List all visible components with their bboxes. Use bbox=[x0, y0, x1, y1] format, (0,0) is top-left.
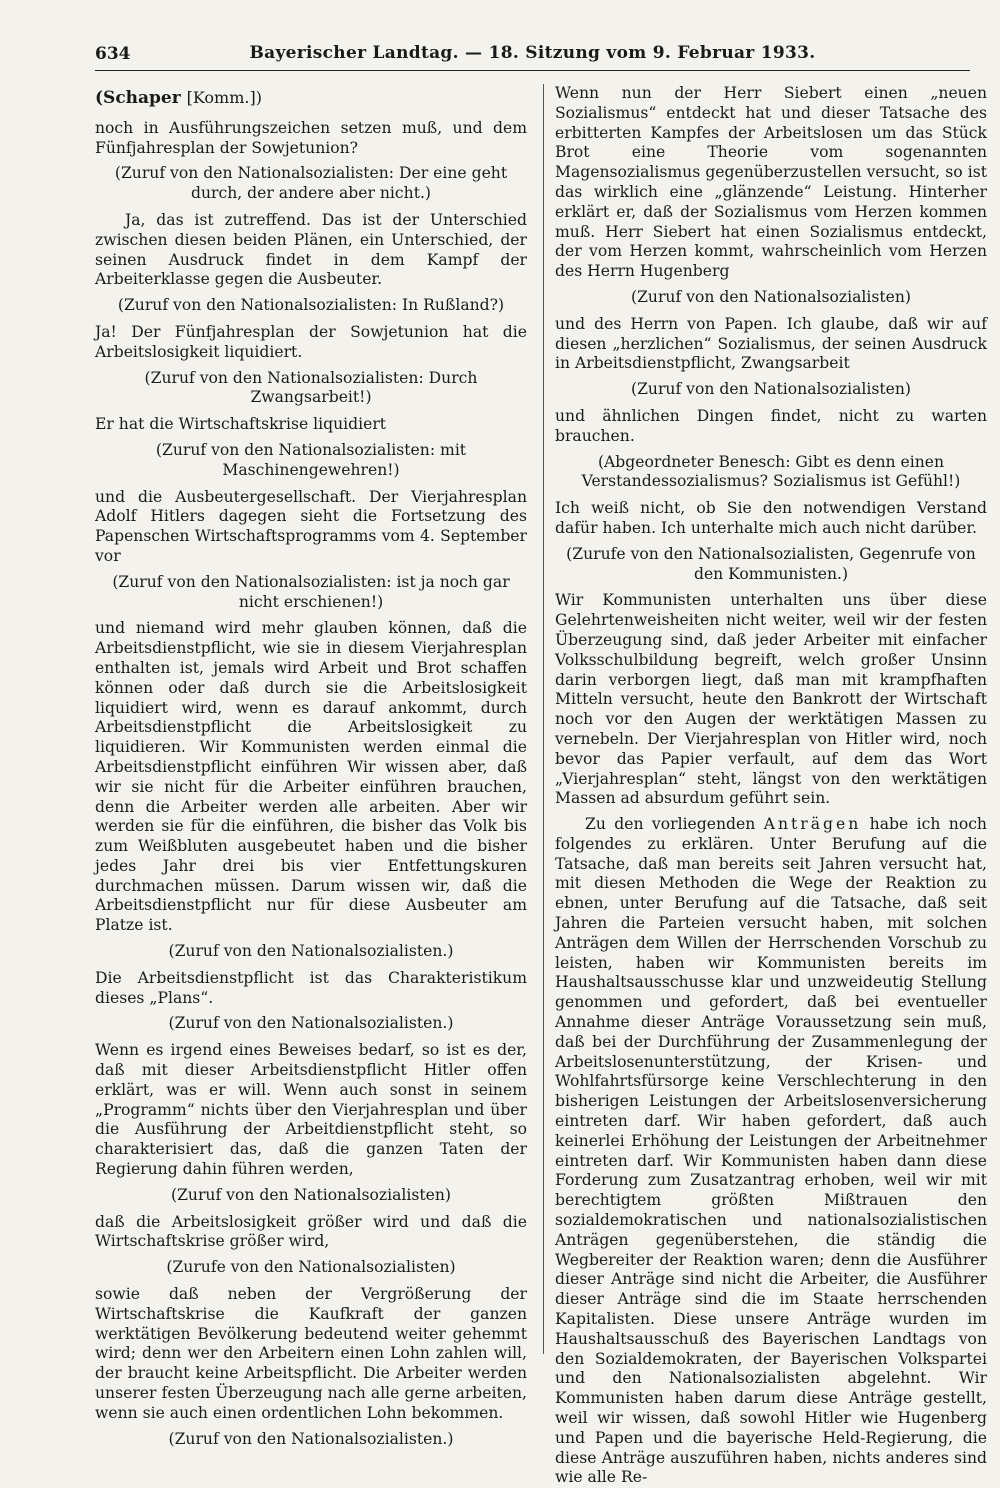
interjection: (Zuruf von den Nationalsozialisten: Der eine geht durch, der andere aber nicht.) bbox=[114, 164, 508, 203]
paragraph bbox=[555, 815, 987, 1488]
page-number: 634 bbox=[95, 44, 131, 64]
page-header bbox=[95, 40, 970, 71]
paragraph: Ja, das ist zutreffend. Das ist der Unterschied zwischen diesen beiden Plänen, ein Unterschied, der seinen Ausdruck findet in dem Kampf der Arbeiterklasse gegen die Ausbeuter. bbox=[95, 210, 527, 289]
speaker-label bbox=[95, 88, 527, 109]
paragraph-body: habe ich noch folgendes zu erklären. Unter Berufung auf die Tatsache, daß man bereits seit Jahren versucht hat, mit diesen Methoden die Wege der Reaktion zu ebnen, unter Berufung auf die Tatsache, daß seit Jahren die Parteien versucht haben, mit solchen Anträgen dem Willen der Herrschenden Vorschub zu leisten, haben wir Kommunisten bereits im Haushaltsausschusse klar und unzweideutig Stellung genommen und gefordert, daß bei eventueller Annahme dieser Anträge Voraussetzung sein muß, daß bei der Durchführung der Zusammenlegung der Arbeitslosenunterstützung, der Krisen- und Wohlfahrtsfürsorge keine Verschlechterung in den bisherigen Leistungen der Arbeitslosenversicherung eintreten darf. Wir haben gefordert, daß auch keinerlei Erhöhung der Leistungen der Arbeitnehmer eintreten darf. Wir Kommunisten haben dann diese Forderung zum Zusatzantrag erhoben, weil wir mit berechtigtem größten Mißtrauen den sozialdemokratischen und nationalsozialistischen Anträgen gegenüberstehen, die ständig die Wegbereiter der Reaktion waren; denn die Ausführer dieser Anträge sind nicht die Arbeiter, die Ausführer dieser Anträge sind die im Staate herrschenden Kapitalisten. Diese unsere Anträge wurden im Haushaltsausschuß des Bayerischen Landtags von den Sozialdemokraten, der Bayerischen Volkspartei und den Nationalsozialisten abgelehnt. Wir Kommunisten haben darum diese Anträge gestellt, weil wir wissen, daß sowohl Hitler wie Hugenberg und Papen und die bayerische Held-Regierung, die diese Anträge auszuführen haben, nichts anderes sind wie alle Re- bbox=[555, 815, 987, 1487]
paragraph: Ich weiß nicht, ob Sie den notwendigen Verstand dafür haben. Ich unterhalte mich auch nicht darüber. bbox=[555, 499, 987, 537]
interjection: (Zuruf von den Nationalsozialisten.) bbox=[168, 1014, 454, 1033]
paragraph: Die Arbeitsdienstpflicht ist das Charakteristikum dieses „Plans“. bbox=[95, 968, 527, 1007]
paragraph: daß die Arbeitslosigkeit größer wird und daß die Wirtschaftskrise größer wird, bbox=[95, 1212, 527, 1251]
paragraph: und des Herrn von Papen. Ich glaube, daß wir auf diesen „herzlichen“ Sozialismus, der seinen Ausdruck in Arbeitsdienstpflicht, Zwangsarbeit bbox=[555, 314, 987, 373]
speaker-party: [Komm.]) bbox=[186, 88, 262, 107]
emphasized-word: Anträgen bbox=[763, 815, 862, 834]
interjection: (Zuruf von den Nationalsozialisten.) bbox=[168, 1429, 454, 1448]
right-column bbox=[555, 84, 987, 1487]
interjection: (Zuruf von den Nationalsozialisten) bbox=[631, 380, 911, 399]
paragraph: Wenn nun der Herr Siebert einen „neuen Sozialismus“ entdeckt hat und dieser Tatsache des erbitterten Kampfes der Arbeitslosen um das Stück Brot eine Theorie vom sogenannten Magensozialismus gegenüberzustellen versucht, so ist das wirklich eine „glänzende“ Leistung. Hinterher erklärt er, daß der Sozialismus vom Herzen kommen muß. Herr Siebert hat einen Sozialismus entdeckt, der vom Herzen kommt, wahrscheinlich vom Herzen des Herrn Hugenberg bbox=[555, 84, 987, 281]
paragraph: Wir Kommunisten unterhalten uns über diese Gelehrtenweisheiten nicht weiter, weil wir der festen Überzeugung sind, daß jeder Arbeiter mit einfacher Volksschulbildung begreift, welch großer Unsinn darin verborgen liegt, daß man mit krampfhaften Mitteln versucht, heute den Bankrott der Wirtschaft noch vor den Augen der werktätigen Massen zu vernebeln. Der Vierjahresplan von Hitler wird, noch bevor das Papier verfault, auf dem das Wort „Vierjahresplan“ steht, längst von den werktätigen Massen ad absurdum geführt sein. bbox=[555, 591, 987, 808]
interjection: (Zuruf von den Nationalsozialisten) bbox=[631, 287, 911, 306]
left-column bbox=[95, 84, 527, 1448]
interjection: (Zuruf von den Nationalsozialisten) bbox=[171, 1185, 451, 1204]
paragraph: und die Ausbeutergesellschaft. Der Vierjahresplan Adolf Hitlers dagegen sieht die Fortsetzung des Papenschen Wirtschaftsprogramms vom 4. September vor bbox=[95, 487, 527, 565]
paragraph: Ja! Der Fünfjahresplan der Sowjetunion hat die Arbeitslosigkeit liquidiert. bbox=[95, 322, 527, 361]
paragraph: und niemand wird mehr glauben können, daß die Arbeitsdienstpflicht, wie sie in diesem Vierjahresplan enthalten ist, jemals wird Arbeit und Brot schaffen können oder daß durch sie die Arbeitslosigkeit liquidiert wird, wenn es darauf ankommt, durch Arbeitsdienstpflicht die Arbeitslosigkeit zu liquidieren. Wir Kommunisten werden einmal die Arbeitsdienstpflicht einführen Wir wissen aber, daß wir sie nicht für die Arbeiter einführen brauchen, denn die Arbeiter werden alle arbeiten. Aber wir werden sie für die einführen, die bisher das Volk bis zum Weißbluten ausgebeutet haben und die bisher jedes Jahr drei bis vier Entfettungskuren durchmachen müssen. Darum wissen wir, daß die Arbeitsdienstpflicht nur für diese Ausbeuter am Platze ist. bbox=[95, 619, 527, 935]
interjection: (Zuruf von den Nationalsozialisten.) bbox=[168, 942, 454, 961]
interjection: (Zuruf von den Nationalsozialisten: mit Maschinengewehren!) bbox=[155, 440, 467, 479]
paragraph: sowie daß neben der Vergrößerung der Wirtschaftskrise die Kaufkraft der ganzen werktätigen Bevölkerung bedeutend weiter gehemmt wird; denn wer den Arbeitern einen Lohn zahlen will, der braucht keine Arbeitspflicht. Die Arbeiter werden unserer festen Überzeugung nach alle gerne arbeiten, wenn sie auch einen ordentlichen Lohn bekommen. bbox=[95, 1285, 527, 1422]
paragraph: noch in Ausführungszeichen setzen muß, und dem Fünfjahresplan der Sowjetunion? bbox=[95, 118, 527, 157]
interjection: (Zurufe von den Nationalsozialisten, Gegenrufe von den Kommunisten.) bbox=[566, 544, 976, 583]
interjection: (Zuruf von den Nationalsozialisten: Durch Zwangsarbeit!) bbox=[144, 368, 478, 407]
paragraph: Wenn es irgend eines Beweises bedarf, so ist es der, daß mit dieser Arbeitsdienstpflicht Hitler offen erklärt, was er will. Wenn auch sonst in seinem „Programm“ nichts über den Vierjahresplan und über die Ausführung der Arbeitdienstpflicht steht, so charakterisiert das, daß die ganzen Taten der Regierung dahin führen werden, bbox=[95, 1041, 527, 1179]
column-divider bbox=[543, 84, 544, 1354]
interjection: (Zuruf von den Nationalsozialisten: In Rußland?) bbox=[117, 296, 505, 315]
interjection: (Zurufe von den Nationalsozialisten) bbox=[166, 1258, 456, 1277]
paragraph-lead: Zu den vorliegenden bbox=[585, 815, 764, 834]
interjection: (Zuruf von den Nationalsozialisten: ist ja noch gar nicht erschienen!) bbox=[112, 572, 510, 611]
speaker-name: (Schaper bbox=[95, 88, 181, 108]
paragraph: Er hat die Wirtschaftskrise liquidiert bbox=[95, 415, 387, 434]
interjection: (Abgeordneter Benesch: Gibt es denn einen Verstandessozialismus? Sozialismus ist Gefühl!) bbox=[581, 452, 961, 491]
running-head: Bayerischer Landtag. — 18. Sitzung vom 9. Februar 1933. bbox=[249, 43, 816, 63]
paragraph: und ähnlichen Dingen findet, nicht zu warten brauchen. bbox=[555, 406, 987, 445]
